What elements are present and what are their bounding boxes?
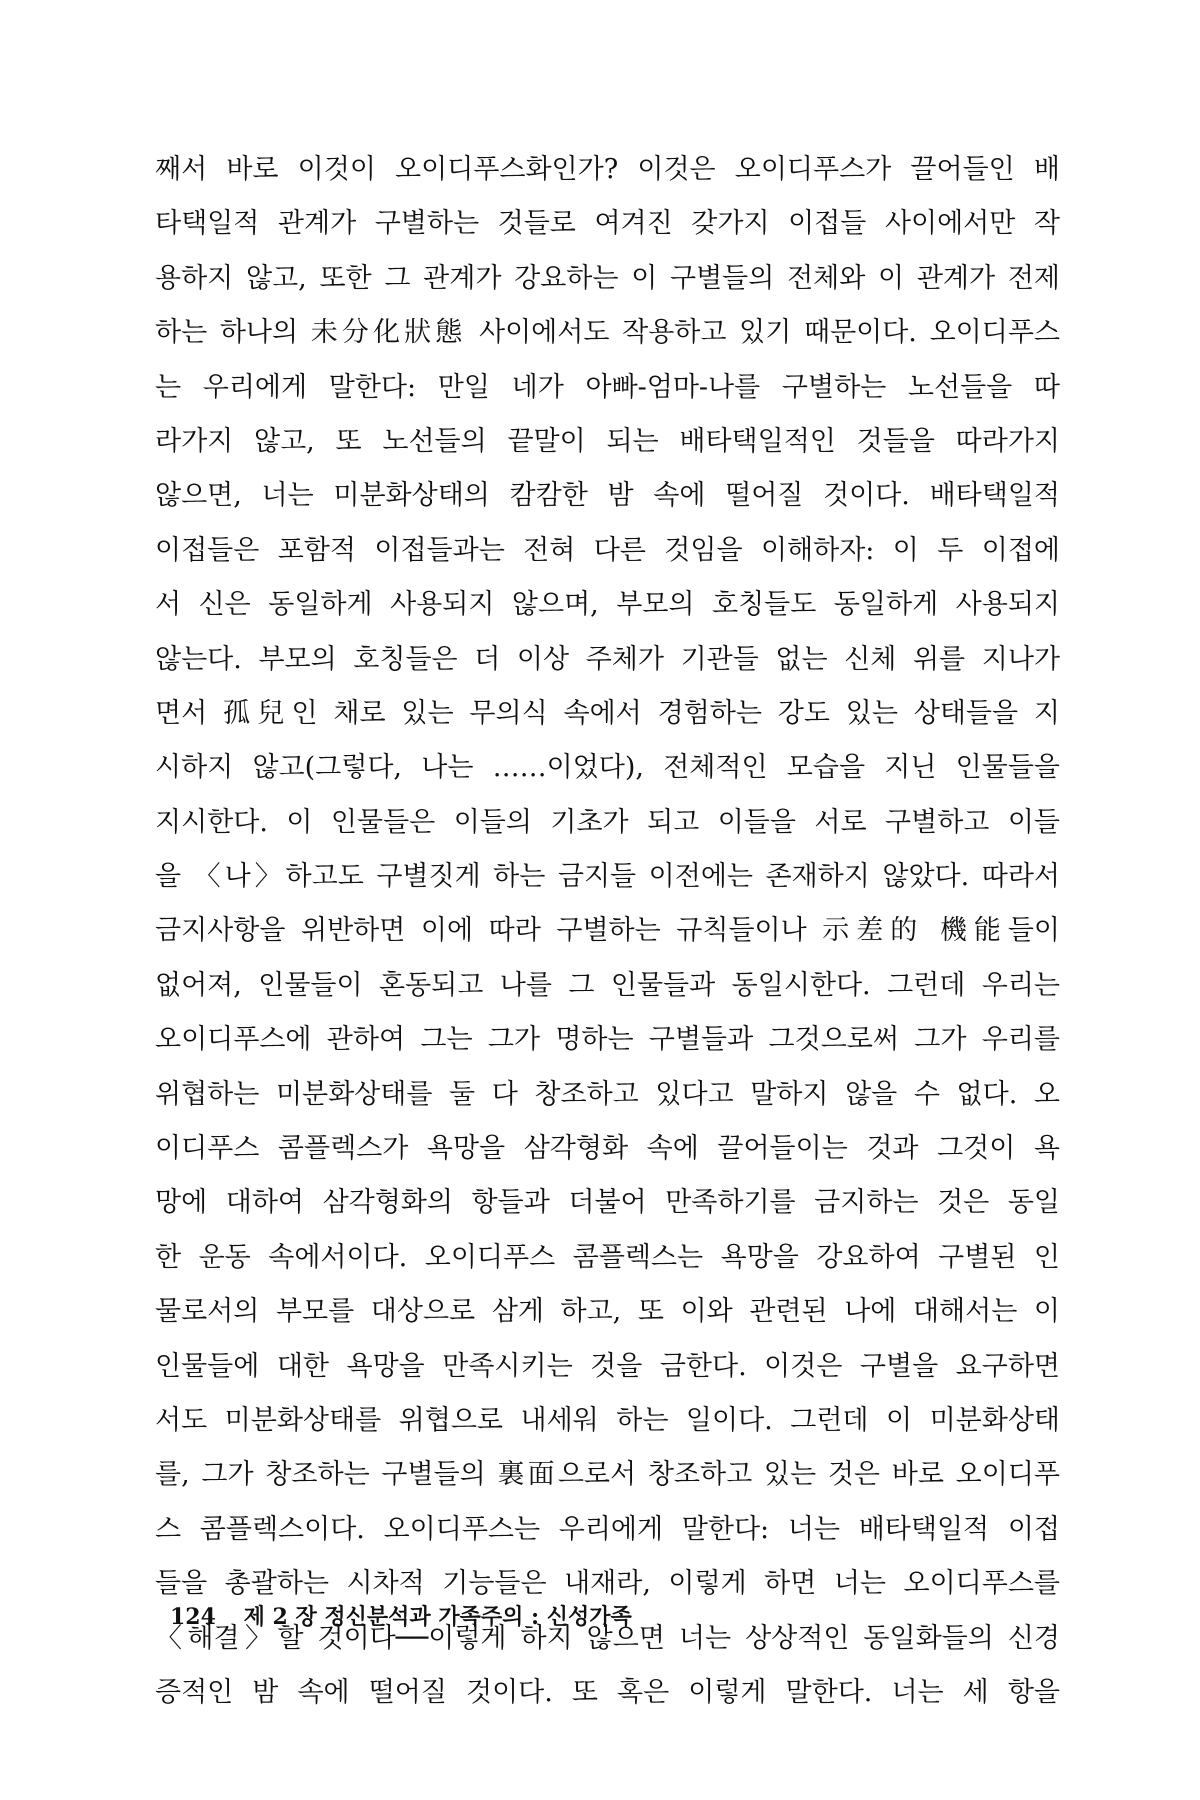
text-line: 오이디푸스에 관하여 그는 그가 명하는 구별들과 그것으로써 그가 우리를	[155, 1024, 1060, 1056]
text-line: 째서 바로 이것이 오이디푸스화인가? 이것은 오이디푸스가 끌어들인 배	[155, 154, 1060, 185]
text-line: 이접들은 포함적 이접들과는 전혀 다른 것임을 이해하자: 이 두 이접에	[155, 534, 1060, 566]
text-line: 시하지 않고(그렇다, 나는 ……이었다), 전체적인 모습을 지닌 인물들을	[155, 752, 1060, 784]
text-line: 증적인 밤 속에 떨어질 것이다. 또 혹은 이렇게 말한다. 너는 세 항을	[155, 1676, 1060, 1708]
text-line: 을 〈나〉하고도 구별짓게 하는 금지들 이전에는 존재하지 않았다. 따라서	[155, 861, 1060, 893]
text-line: 스 콤플렉스이다. 오이디푸스는 우리에게 말한다: 너는 배타택일적 이접	[155, 1513, 1060, 1545]
text-line: 이디푸스 콤플렉스가 욕망을 삼각형화 속에 끌어들이는 것과 그것이 욕	[155, 1133, 1060, 1165]
text-line: 한 운동 속에서이다. 오이디푸스 콤플렉스는 욕망을 강요하여 구별된 인	[155, 1241, 1060, 1273]
text-line: 용하지 않고, 또한 그 관계가 강요하는 이 구별들의 전체와 이 관계가 전제	[155, 262, 1060, 294]
text-line: 는 우리에게 말한다: 만일 네가 아빠-엄마-나를 구별하는 노선들을 따	[155, 371, 1060, 403]
text-line: 위협하는 미분화상태를 둘 다 창조하고 있다고 말하지 않을 수 없다. 오	[155, 1078, 1060, 1110]
text-line: 〈해결〉할 것이다──이렇게 하지 않으면 너는 상상적인 동일화들의 신경	[155, 1622, 1060, 1654]
page-number: 124	[170, 1604, 216, 1630]
text-line: 들을 총괄하는 시차적 기능들은 내재라, 이렇게 하면 너는 오이디푸스를	[155, 1568, 1060, 1600]
text-line: 하는 하나의 未分化狀態 사이에서도 작용하고 있기 때문이다. 오이디푸스	[155, 317, 1060, 349]
chapter-title: 제 2 장 정신분석과 가족주의 : 신성가족	[243, 1604, 632, 1630]
text-line: 지시한다. 이 인물들은 이들의 기초가 되고 이들을 서로 구별하고 이들	[155, 806, 1060, 838]
text-line: 서도 미분화상태를 위협으로 내세워 하는 일이다. 그런데 이 미분화상태	[155, 1404, 1060, 1436]
text-line: 금지사항을 위반하면 이에 따라 구별하는 규칙들이나 示差的 機能들이	[155, 915, 1060, 947]
text-line: 라가지 않고, 또 노선들의 끝말이 되는 배타택일적인 것들을 따라가지	[155, 425, 1060, 457]
text-line: 인물들에 대한 욕망을 만족시키는 것을 금한다. 이것은 구별을 요구하면	[155, 1350, 1060, 1382]
text-line: 서 신은 동일하게 사용되지 않으며, 부모의 호칭들도 동일하게 사용되지	[155, 589, 1060, 621]
text-line: 물로서의 부모를 대상으로 삼게 하고, 또 이와 관련된 나에 대해서는 이	[155, 1296, 1060, 1328]
text-line: 않으면, 너는 미분화상태의 캄캄한 밤 속에 떨어질 것이다. 배타택일적	[155, 480, 1060, 512]
text-line: 를, 그가 창조하는 구별들의 裏面으로서 창조하고 있는 것은 바로 오이디푸	[155, 1459, 1060, 1491]
text-line: 않는다. 부모의 호칭들은 더 이상 주체가 기관들 없는 신체 위를 지나가	[155, 643, 1060, 675]
text-line: 없어져, 인물들이 혼동되고 나를 그 인물들과 동일시한다. 그런데 우리는	[155, 969, 1060, 1001]
text-line: 면서 孤兒인 채로 있는 무의식 속에서 경험하는 강도 있는 상태들을 지	[155, 697, 1060, 729]
body-text	[155, 143, 1060, 1720]
text-line: 타택일적 관계가 구별하는 것들로 여겨진 갖가지 이접들 사이에서만 작	[155, 208, 1060, 240]
text-line: 망에 대하여 삼각형화의 항들과 더불어 만족하기를 금지하는 것은 동일	[155, 1187, 1060, 1219]
page-footer	[170, 1600, 632, 1631]
